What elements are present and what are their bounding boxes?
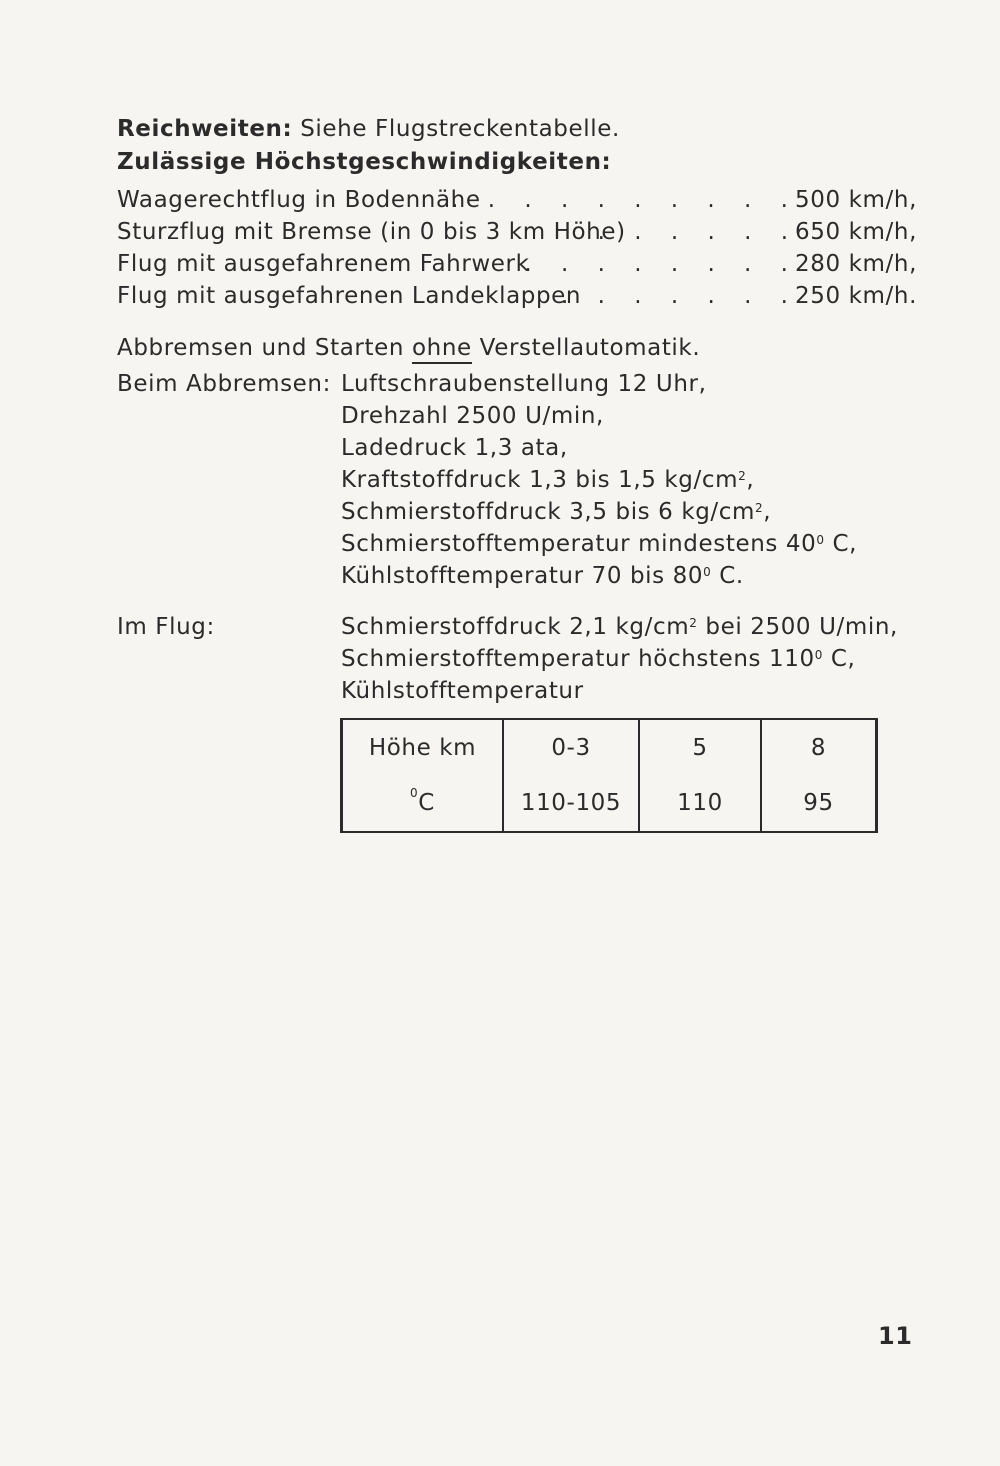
reichweiten-label: Reichweiten:: [117, 116, 293, 142]
superscript: 0: [410, 786, 419, 801]
speed-row-label: Flug mit ausgefahrenen Landeklappen: [117, 283, 582, 309]
superscript: 0: [703, 565, 712, 579]
imflug-label: Im Flug:: [117, 614, 215, 640]
page-number: 11: [878, 1322, 913, 1350]
speed-row: [117, 216, 917, 248]
beim-line-text: Kraftstoffdruck 1,3 bis 1,5 kg/cm: [341, 467, 739, 493]
leader-dots: . . . . . . .: [560, 283, 799, 309]
table-cell: 5: [639, 719, 761, 776]
superscript: 0: [816, 533, 825, 547]
punctuation: ,: [763, 499, 772, 525]
beim-line: [341, 529, 857, 559]
speed-row-label: Waagerechtflug in Bodennähe: [117, 187, 481, 213]
imflug-text: Schmierstoffdruck 2,1 kg/cm: [341, 614, 690, 640]
ohne-underlined: ohne: [412, 335, 472, 364]
imflug-line: Kühlstofftemperatur: [341, 678, 584, 704]
table-row: [342, 776, 877, 833]
beim-line-text: Schmierstoffdruck 3,5 bis 6 kg/cm: [341, 499, 756, 525]
superscript: 2: [689, 616, 698, 630]
beim-line: Luftschraubenstellung 12 Uhr,: [341, 371, 707, 397]
beim-line-text: Kühlstofftemperatur 70 bis 80: [341, 563, 704, 589]
speed-row: [117, 280, 917, 312]
speed-row-value: 500 km/h,: [795, 187, 917, 213]
speed-row-value: 650 km/h,: [795, 219, 917, 245]
table-row: [342, 719, 877, 776]
superscript: 2: [738, 469, 747, 483]
beim-line: [341, 497, 771, 527]
imflug-line: [341, 644, 855, 674]
leader-dots: . . . . . . . . . .: [451, 187, 799, 213]
speeds-heading: Zulässige Höchstgeschwindigkeiten:: [117, 149, 612, 175]
speed-row-label: Sturzflug mit Bremse (in 0 bis 3 km Höhe): [117, 219, 626, 245]
imflug-text: C,: [822, 646, 856, 672]
temperature-table: [340, 718, 878, 833]
imflug-text: Schmierstofftemperatur höchstens 110: [341, 646, 815, 672]
table-cell: Höhe km: [368, 734, 477, 761]
speed-row: [117, 248, 917, 280]
speed-row-value: 280 km/h,: [795, 251, 917, 277]
abbremsen-line: [117, 333, 700, 363]
abbremsen-text: Abbremsen und Starten: [117, 335, 405, 361]
leader-dots: . . . . . .: [597, 219, 799, 245]
reichweiten-text: Siehe Flugstreckentabelle.: [300, 116, 620, 142]
table-cell: 0-3: [503, 719, 639, 776]
table-cell: 95: [761, 776, 877, 833]
abbremsen-text-end: Verstellautomatik.: [479, 335, 701, 361]
superscript: 2: [755, 501, 764, 515]
speed-row: [117, 184, 917, 216]
speed-row-label: Flug mit ausgefahrenem Fahrwerk: [117, 251, 530, 277]
unit-suffix: C,: [824, 531, 858, 557]
speed-row-value: 250 km/h.: [795, 283, 917, 309]
punctuation: ,: [746, 467, 755, 493]
unit-label: C: [418, 790, 435, 817]
table-cell: 110: [639, 776, 761, 833]
leader-dots: . . . . . . . .: [524, 251, 799, 277]
superscript: 0: [814, 648, 823, 662]
beim-line: [341, 561, 744, 591]
beim-line-text: Schmierstofftemperatur mindestens 40: [341, 531, 817, 557]
beim-label: Beim Abbremsen:: [117, 371, 331, 397]
table-cell: 8: [761, 719, 877, 776]
reichweiten-line: [117, 114, 620, 144]
unit-suffix: C.: [711, 563, 744, 589]
imflug-text: bei 2500 U/min,: [697, 614, 898, 640]
beim-line: Ladedruck 1,3 ata,: [341, 435, 568, 461]
beim-line: [341, 465, 754, 495]
table-cell: 110-105: [503, 776, 639, 833]
imflug-line: [341, 612, 898, 642]
table-cell: [342, 776, 504, 833]
beim-line: Drehzahl 2500 U/min,: [341, 403, 604, 429]
